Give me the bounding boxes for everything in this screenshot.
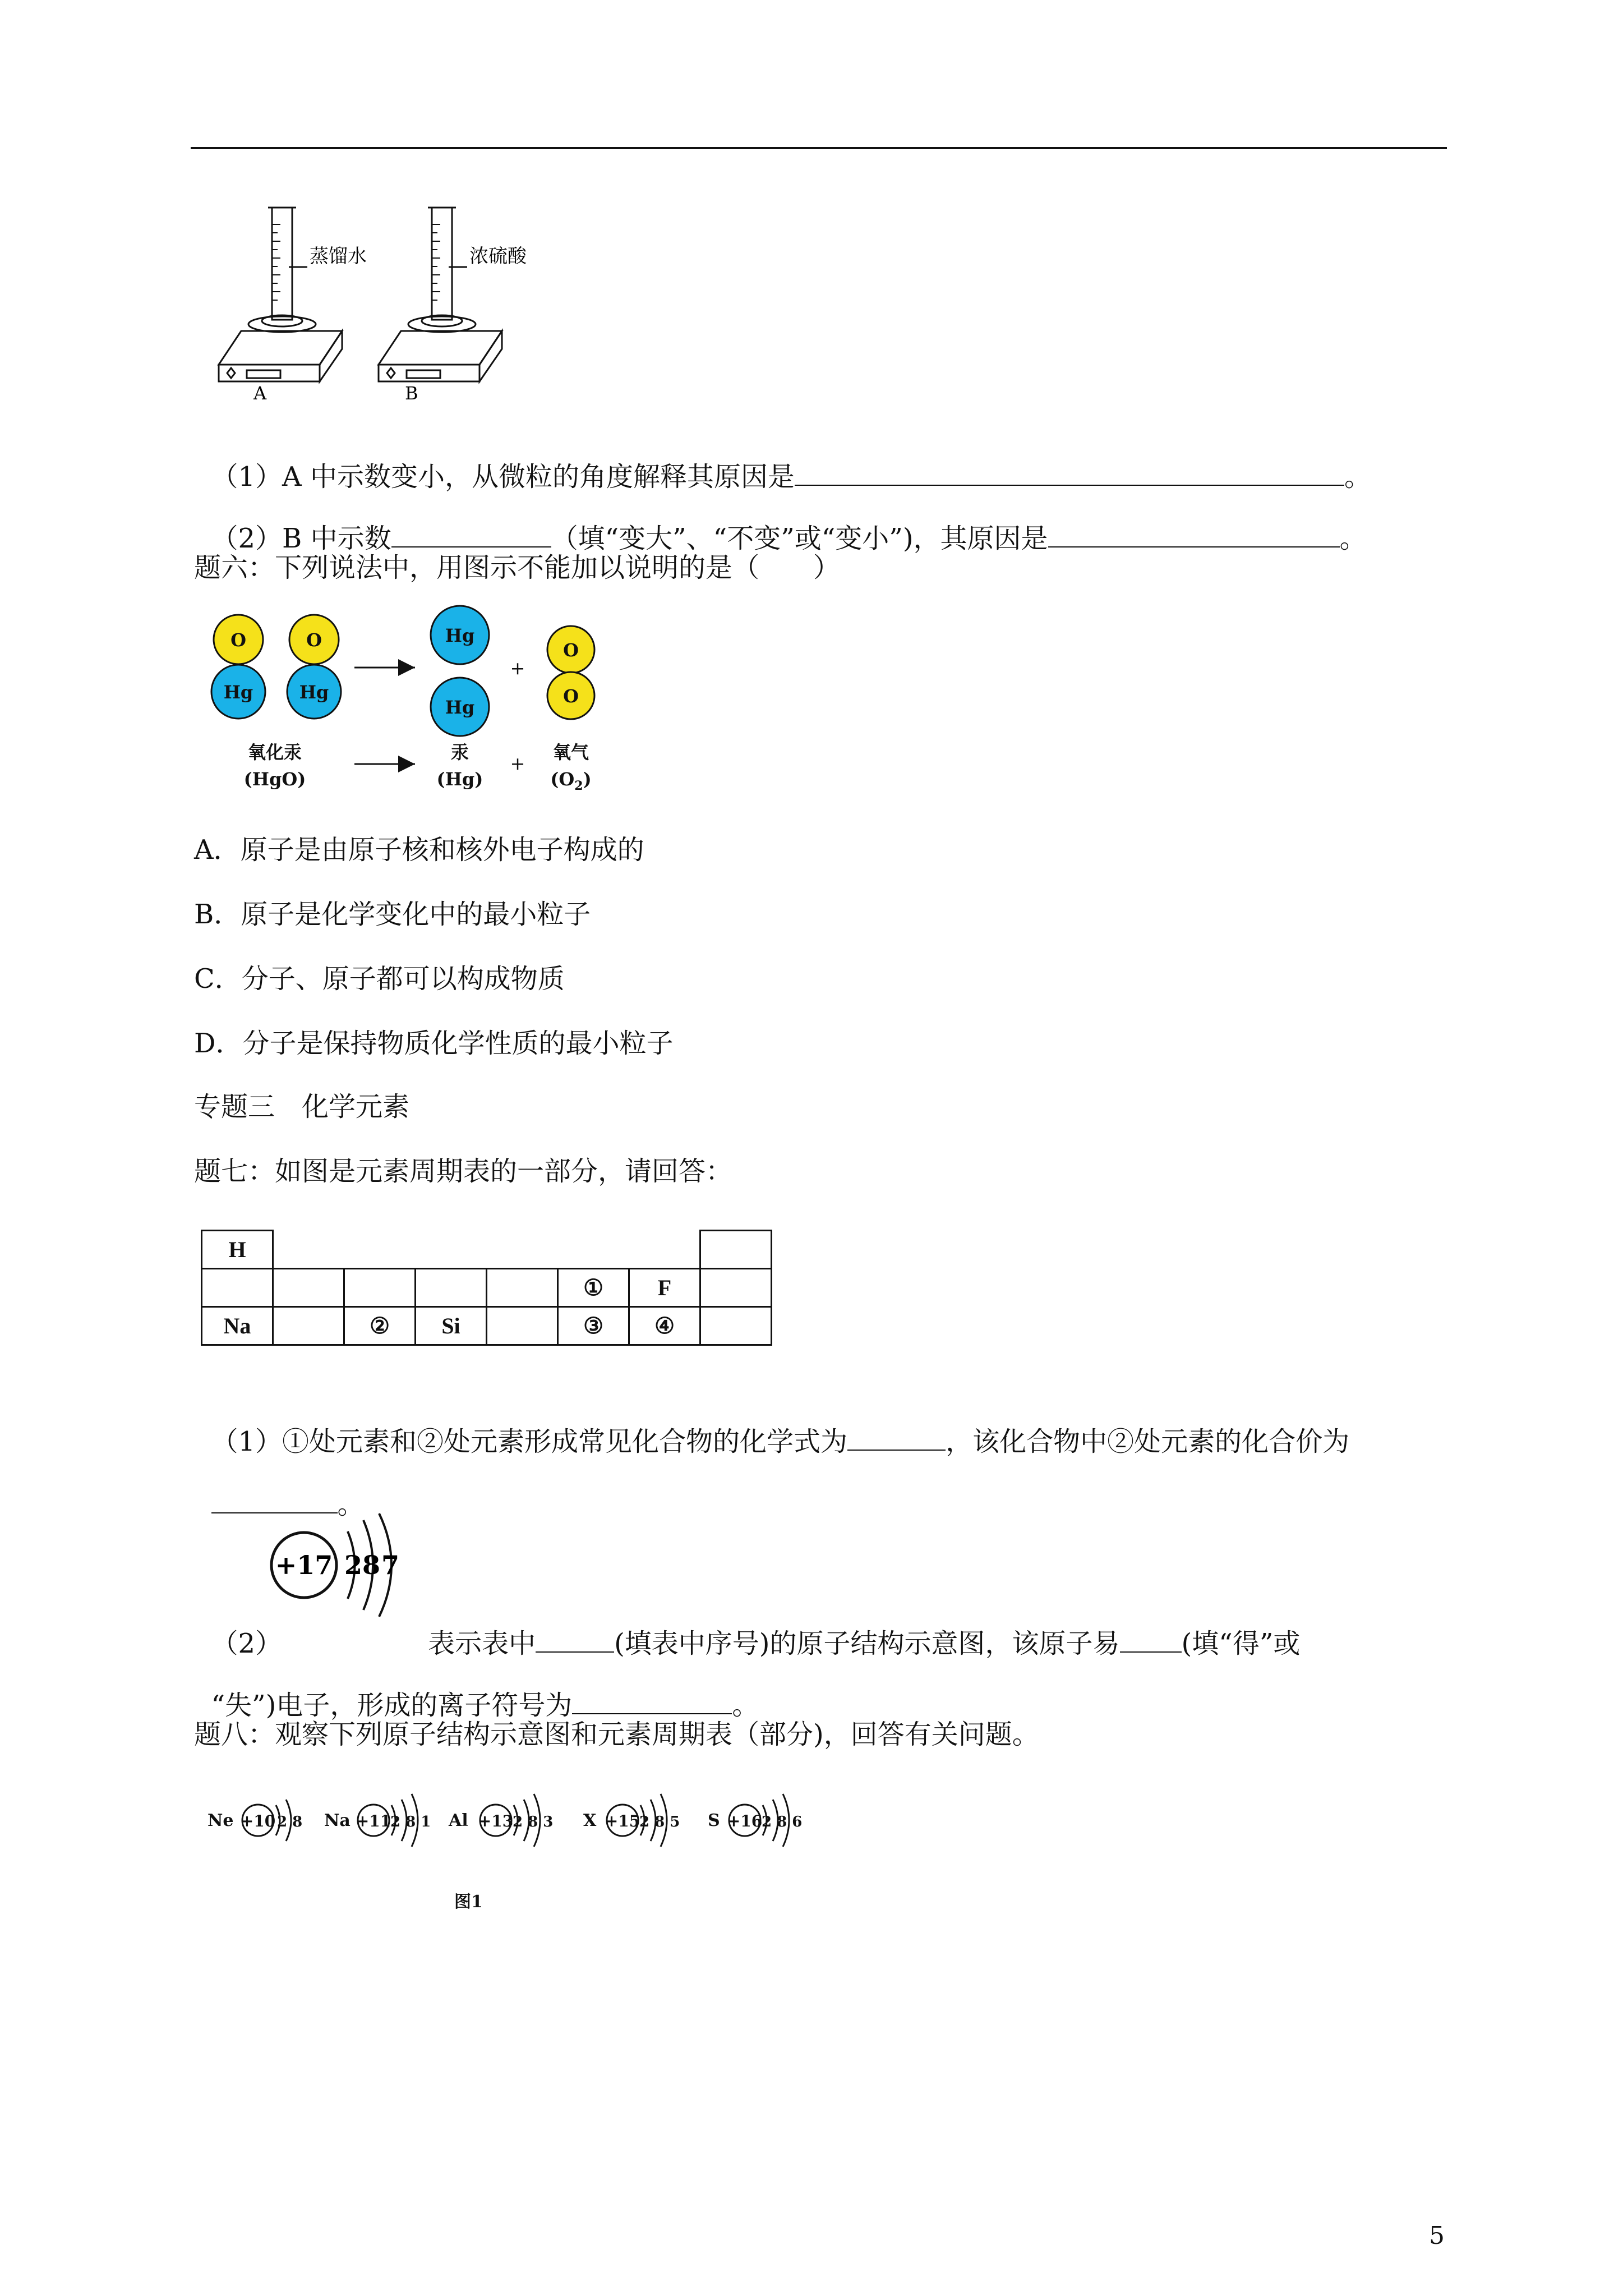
svg-text:(HgO): (HgO) [243,769,306,790]
q8-title: 题八：观察下列原子结构示意图和元素周期表（部分)，回答有关问题。 [194,1719,1039,1750]
q6-option-b[interactable]: B．原子是化学变化中的最小粒子 [194,899,591,930]
answer-blank[interactable] [572,1688,732,1714]
table-cell: ③ [558,1307,629,1345]
answer-blank[interactable] [1048,522,1340,547]
svg-text:O: O [563,639,579,661]
svg-text:Na: Na [324,1811,351,1830]
table-cell [700,1231,772,1269]
svg-text:+11: +11 [356,1812,391,1830]
svg-text:8: 8 [362,1550,381,1580]
svg-text:Hg: Hg [223,682,253,703]
answer-blank[interactable] [1120,1627,1182,1653]
atom-ne [208,1800,302,1841]
svg-text:S: S [708,1811,720,1830]
svg-text:+13: +13 [478,1812,514,1830]
table-cell [487,1307,558,1345]
q7-part2-cont: “失”)电子，形成的离子符号为 。 [211,1690,759,1721]
q7-part1-cont: 。 [194,1454,365,1521]
atom-na [324,1794,431,1847]
answer-blank[interactable] [847,1425,946,1451]
answer-blank[interactable] [391,522,551,547]
header-rule [191,147,1447,149]
answer-blank[interactable] [536,1627,614,1653]
svg-text:2 8: 2 8 [277,1814,303,1830]
table-cell [416,1269,487,1307]
balance-a [219,208,342,381]
table-cell [273,1307,344,1345]
table-row [202,1307,772,1345]
page-number: 5 [1429,2221,1445,2250]
q7-title: 题七：如图是元素周期表的一部分，请回答： [194,1156,733,1187]
table-cell: F [629,1269,700,1307]
table-row [202,1231,772,1269]
svg-text:2: 2 [344,1550,363,1580]
svg-text:氧气: 氧气 [552,742,589,763]
atom-structures-figure [202,1778,852,1924]
svg-text:7: 7 [381,1550,400,1580]
tag-a: A [253,383,267,404]
svg-text:+15: +15 [605,1812,640,1830]
svg-text:Al: Al [449,1811,468,1830]
figure-caption: 图1 [454,1892,483,1912]
table-cell: ② [344,1307,416,1345]
svg-text:2 8 5: 2 8 5 [639,1814,680,1830]
svg-text:汞: 汞 [450,742,469,763]
q6-option-a[interactable]: A．原子是由原子核和核外电子构成的 [194,834,644,866]
svg-text:氧化汞: 氧化汞 [247,742,302,763]
atom-al [448,1794,553,1847]
svg-text:+16: +16 [727,1812,763,1830]
atom-s [708,1794,802,1847]
table-cell [202,1269,273,1307]
svg-text:2 8 1: 2 8 1 [390,1814,431,1830]
svg-text:2 8 3: 2 8 3 [513,1814,554,1830]
q5-part1: （1）A 中示数变小，从微粒的角度解释其原因是 。 [211,461,1371,493]
q6-option-d[interactable]: D．分子是保持物质化学性质的最小粒子 [194,1028,674,1059]
balance-b [379,208,502,381]
q6-option-c[interactable]: C．分子、原子都可以构成物质 [194,963,565,995]
svg-text:+17: +17 [275,1550,333,1580]
svg-text:Hg: Hg [445,697,475,718]
q7-part1: （1）①处元素和②处元素形成常见化合物的化学式为 ，该化合物中②处元素的化合价为 [211,1426,1350,1457]
table-cell [273,1269,344,1307]
table-cell [344,1269,416,1307]
svg-text:O: O [230,629,246,651]
svg-text:(O2): $(O_2)$ [550,769,592,793]
svg-text:+: + [510,657,525,679]
svg-text:O: O [563,685,579,707]
svg-text:2 8 6: 2 8 6 [762,1814,803,1830]
table-cell: Na [202,1307,273,1345]
table-cell [700,1307,772,1345]
table-cell: Si [416,1307,487,1345]
q6-title: 题六：下列说法中，用图示不能加以说明的是（ ） [194,552,841,583]
table-cell: H [202,1231,273,1269]
answer-blank[interactable] [795,460,1344,486]
table-cell [487,1269,558,1307]
topic-heading: 专题三 化学元素 [194,1091,410,1122]
atom-x [583,1794,680,1847]
label-conc-sulfuric: 浓硫酸 [469,245,527,268]
periodic-table-fragment [201,1230,772,1346]
table-cell: ① [558,1269,629,1307]
svg-text:+: + [510,753,525,774]
q5-part2: （2）B 中示数 （填“变大”、“不变”或“变小”)，其原因是 。 [211,523,1367,554]
q7-part2: （2） 表示表中 (填表中序号)的原子结构示意图，该原子易 (填“得”或 [211,1628,1301,1659]
table-row [202,1269,772,1307]
cylinder-balance-figure [202,202,572,404]
svg-text:+10: +10 [240,1812,276,1830]
hgo-decomposition-diagram [202,600,628,808]
svg-text:O: O [306,629,322,651]
svg-text:Ne: Ne [208,1811,234,1830]
table-cell: ④ [629,1307,700,1345]
label-distilled-water: 蒸馏水 [310,245,367,268]
tag-b: B [405,383,418,404]
svg-text:(Hg): (Hg) [436,769,483,790]
svg-text:Hg: Hg [445,625,475,646]
svg-text:X: X [583,1811,597,1830]
table-cell [700,1269,772,1307]
svg-text:Hg: Hg [299,682,329,703]
